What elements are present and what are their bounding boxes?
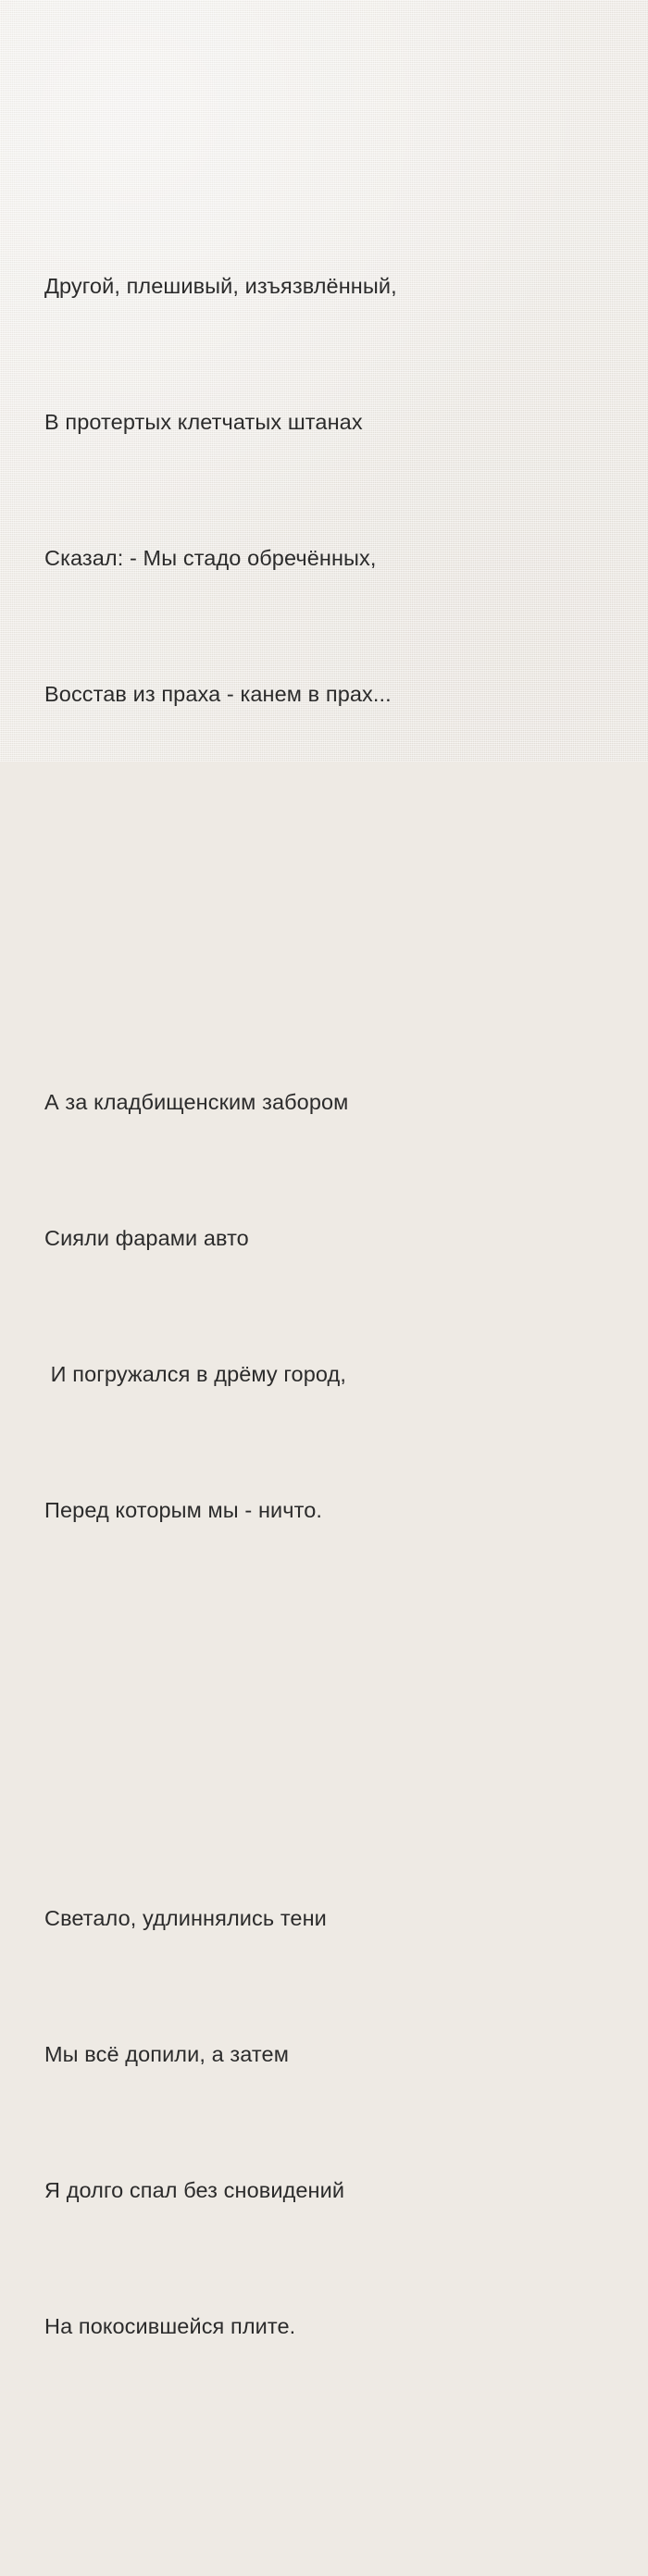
poem-line: Светало, удлиннялись тени — [44, 1906, 327, 1930]
poem-line: Сказал: - Мы стадо обречённых, — [44, 546, 377, 570]
poem-stanza — [44, 1805, 607, 2440]
poem-line: На покосившейся плите. — [44, 2314, 296, 2338]
poem-line: Восстав из праха - канем в прах... — [44, 682, 392, 706]
poem-line: Сияли фарами авто — [44, 1226, 249, 1250]
poem-line: Мы всё допили, а затем — [44, 2042, 289, 2066]
poem-line: Перед которым мы - ничто. — [44, 1498, 323, 1522]
poem-line: Другой, плешивый, изъязвлённый, — [44, 274, 397, 298]
poem-stanza — [44, 173, 607, 808]
poem-body — [44, 37, 607, 2576]
poem-line: А за кладбищенским забором — [44, 1090, 349, 1114]
poem-line: В протертых клетчатых штанах — [44, 410, 363, 434]
poem-stanza — [44, 989, 607, 1624]
poem-line: Я долго спал без сновидений — [44, 2178, 345, 2202]
poem-line: И погружался в дрёму город, — [44, 1362, 346, 1386]
